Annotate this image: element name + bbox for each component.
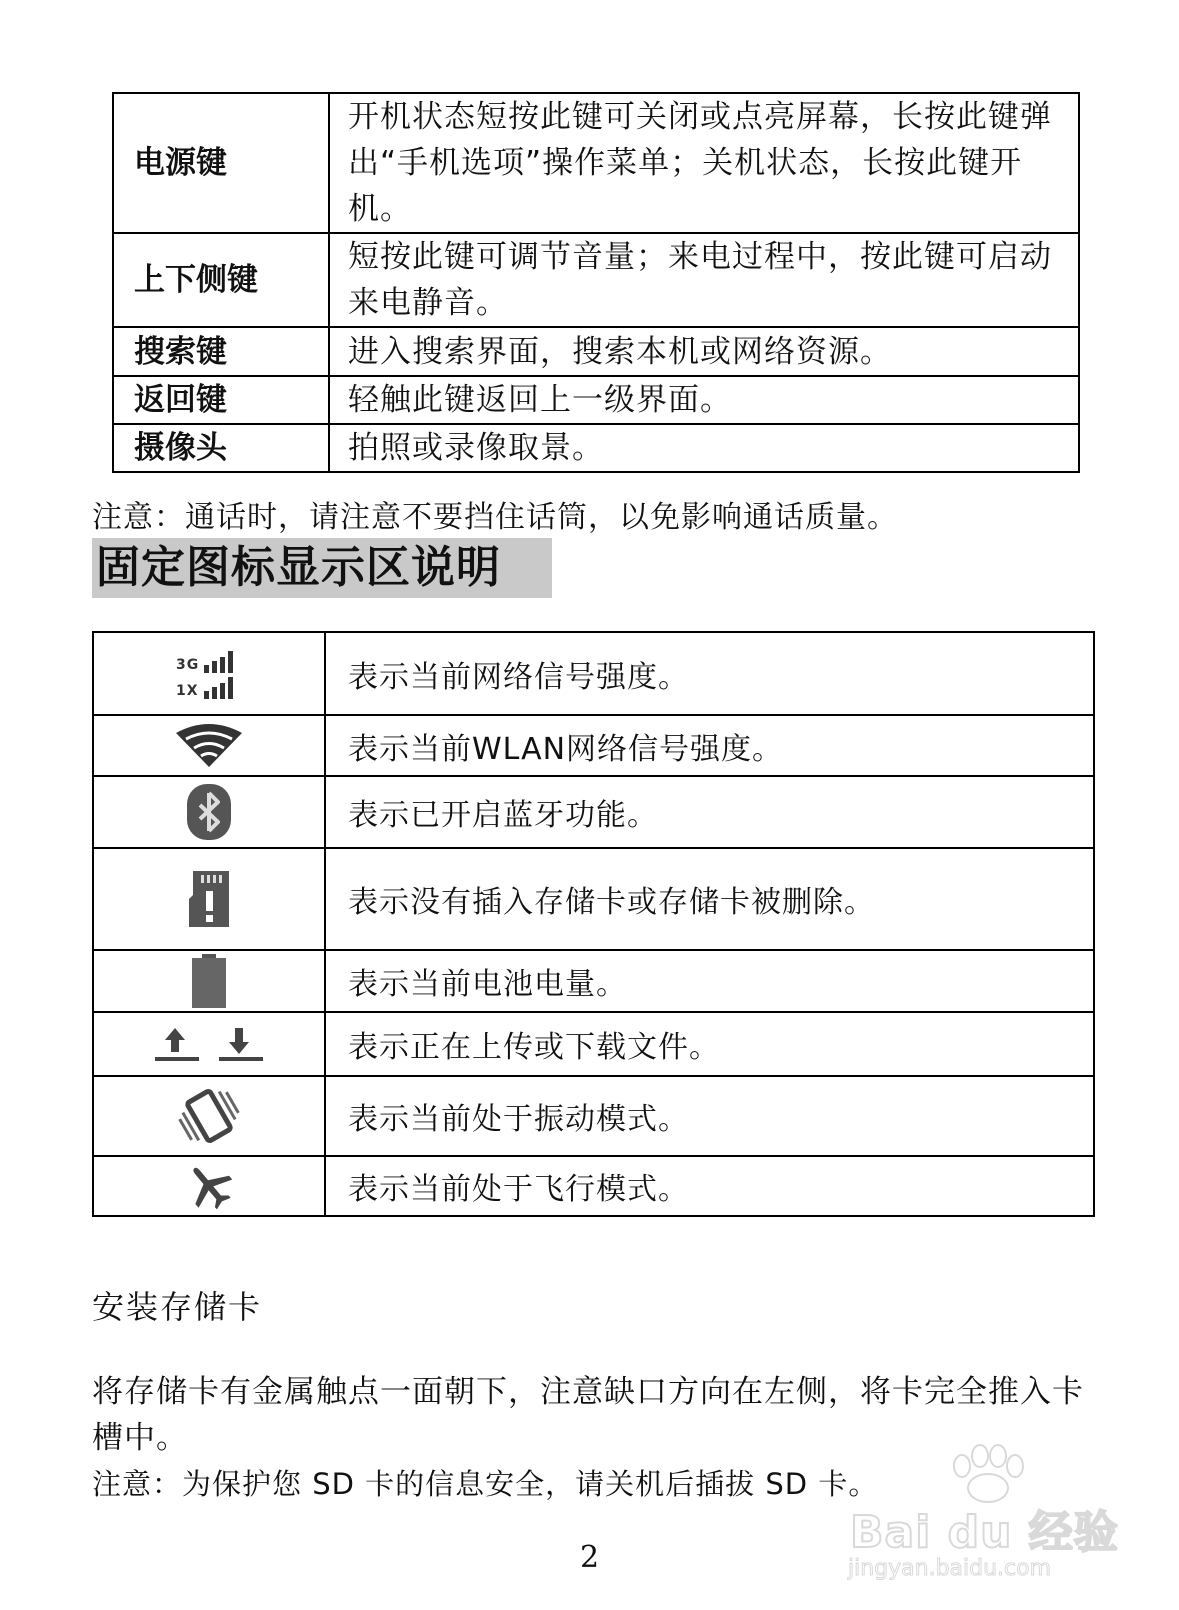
battery-icon — [189, 953, 229, 1009]
wifi-icon — [174, 721, 244, 771]
table-row — [93, 632, 1094, 715]
key-description: 开机状态短按此键可关闭或点亮屏幕，长按此键弹出“手机选项”操作菜单；关机状态，长按此键开机。 — [329, 93, 1079, 233]
sd-note: 注意：为保护您 SD 卡的信息安全，请关机后插拔 SD 卡。 — [92, 1467, 879, 1501]
upload-download-icon — [153, 1022, 265, 1066]
key-name: 电源键 — [113, 93, 329, 233]
paw-icon — [942, 1444, 1032, 1504]
keys-table — [112, 92, 1080, 473]
baidu-watermark — [846, 1444, 1146, 1594]
icon-description: 表示已开启蓝牙功能。 — [325, 776, 1094, 848]
watermark-url: jingyan.baidu.com — [848, 1556, 1052, 1581]
icon-description: 表示当前电池电量。 — [325, 950, 1094, 1012]
key-description: 拍照或录像取景。 — [329, 424, 1079, 472]
page-number: 2 — [579, 1540, 600, 1575]
icon-description: 表示当前处于飞行模式。 — [325, 1156, 1094, 1216]
key-name: 搜索键 — [113, 327, 329, 376]
table-row — [113, 327, 1079, 376]
table-row — [113, 93, 1079, 233]
sd-card-missing-icon — [185, 869, 233, 929]
icon-description: 表示当前WLAN网络信号强度。 — [325, 715, 1094, 776]
table-row — [93, 1076, 1094, 1156]
icon-description: 表示正在上传或下载文件。 — [325, 1012, 1094, 1076]
table-row — [93, 1012, 1094, 1076]
key-description: 进入搜索界面，搜索本机或网络资源。 — [329, 327, 1079, 376]
key-description: 短按此键可调节音量；来电过程中，按此键可启动来电静音。 — [329, 233, 1079, 327]
key-name: 上下侧键 — [113, 233, 329, 327]
table-row — [93, 1156, 1094, 1216]
table-row — [113, 424, 1079, 472]
call-note: 注意：通话时，请注意不要挡住话筒，以免影响通话质量。 — [92, 500, 898, 535]
key-description: 轻触此键返回上一级界面。 — [329, 376, 1079, 424]
key-name: 摄像头 — [113, 424, 329, 472]
network-signal-icon — [174, 645, 244, 703]
install-title: 安装存储卡 — [92, 1288, 263, 1326]
icon-description: 表示当前处于振动模式。 — [325, 1076, 1094, 1156]
table-row — [113, 233, 1079, 327]
table-row — [113, 376, 1079, 424]
table-row — [93, 848, 1094, 950]
watermark-text: Bai du 经验 — [850, 1507, 1119, 1558]
signal-3g-label: 3G — [176, 656, 200, 673]
section-heading: 固定图标显示区说明 — [92, 538, 552, 598]
signal-1x-label: 1X — [176, 682, 199, 699]
table-row — [93, 950, 1094, 1012]
vibrate-icon — [174, 1086, 244, 1146]
table-row — [93, 776, 1094, 848]
icon-description: 表示当前网络信号强度。 — [325, 632, 1094, 715]
airplane-icon — [183, 1161, 235, 1211]
install-text: 将存储卡有金属触点一面朝下，注意缺口方向在左侧，将卡完全推入卡槽中。 — [92, 1374, 1084, 1456]
bluetooth-icon — [184, 781, 234, 843]
key-name: 返回键 — [113, 376, 329, 424]
table-row — [93, 715, 1094, 776]
icons-table — [92, 631, 1095, 1217]
icon-description: 表示没有插入存储卡或存储卡被删除。 — [325, 848, 1094, 950]
